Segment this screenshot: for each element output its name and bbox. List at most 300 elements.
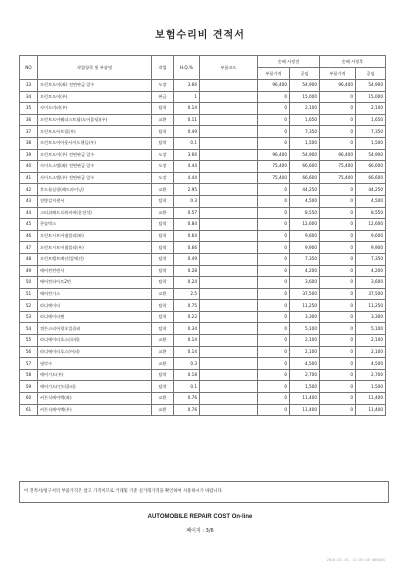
footer-title: AUTOMOBILE REPAIR COST On-line bbox=[147, 514, 253, 520]
row-op: 탈착 bbox=[152, 242, 174, 254]
row-part-code bbox=[200, 219, 258, 231]
row-after-labor: 3,300 bbox=[356, 311, 386, 323]
row-item: 프런트도어(우) 전면판금 앞수 bbox=[38, 149, 152, 161]
row-part-code bbox=[200, 393, 258, 405]
row-op: 교환 bbox=[152, 335, 174, 347]
row-item: 쿼튼스티어링오일쿨러 bbox=[38, 323, 152, 335]
row-part-code bbox=[200, 265, 258, 277]
row-before-labor: 66,600 bbox=[290, 161, 320, 173]
table-row bbox=[20, 300, 386, 312]
row-part-code bbox=[200, 404, 258, 416]
row-item: 프런트시트어셈블리(좌) bbox=[38, 230, 152, 242]
row-after-labor: 7,350 bbox=[356, 253, 386, 265]
row-after-labor: 12,600 bbox=[356, 219, 386, 231]
row-before-labor: 9,900 bbox=[290, 242, 320, 254]
row-after-labor: 1,500 bbox=[356, 137, 386, 149]
row-item: 에어가드(우) bbox=[38, 369, 152, 381]
row-before-part-price: 0 bbox=[258, 219, 290, 231]
row-part-code bbox=[200, 207, 258, 219]
row-no: 49 bbox=[20, 265, 38, 277]
table-row bbox=[20, 369, 386, 381]
row-part-code bbox=[200, 288, 258, 300]
row-op: 탈착 bbox=[152, 381, 174, 393]
row-after-part-price: 0 bbox=[320, 265, 356, 277]
row-after-part-price: 0 bbox=[320, 207, 356, 219]
row-op: 교환 bbox=[152, 114, 174, 126]
row-before-labor: 9,600 bbox=[290, 230, 320, 242]
row-part-code bbox=[200, 161, 258, 173]
table-row bbox=[20, 184, 386, 196]
row-no: 38 bbox=[20, 137, 38, 149]
row-hq: 0.57 bbox=[174, 207, 200, 219]
row-hq: 0.14 bbox=[174, 103, 200, 115]
row-op: 교환 bbox=[152, 207, 174, 219]
table-row bbox=[20, 265, 386, 277]
row-after-labor: 2,100 bbox=[356, 335, 386, 347]
row-item: 라디에이터팬 bbox=[38, 311, 152, 323]
row-before-part-price: 0 bbox=[258, 126, 290, 138]
row-before-part-price: 0 bbox=[258, 358, 290, 370]
row-after-part-price: 0 bbox=[320, 393, 356, 405]
row-after-part-price: 96,400 bbox=[320, 149, 356, 161]
row-after-part-price: 0 bbox=[320, 230, 356, 242]
row-hq: 0.3 bbox=[174, 195, 200, 207]
row-after-part-price: 0 bbox=[320, 184, 356, 196]
row-no: 61 bbox=[20, 404, 38, 416]
row-hq: 0.34 bbox=[174, 323, 200, 335]
row-after-part-price: 0 bbox=[320, 242, 356, 254]
row-hq: 0.28 bbox=[174, 265, 200, 277]
row-op: 교환 bbox=[152, 404, 174, 416]
row-no: 56 bbox=[20, 346, 38, 358]
row-op: 탈착 bbox=[152, 369, 174, 381]
row-after-part-price: 0 bbox=[320, 311, 356, 323]
row-before-labor: 66,600 bbox=[290, 172, 320, 184]
table-row bbox=[20, 195, 386, 207]
row-op: 교환 bbox=[152, 288, 174, 300]
row-item: 프런트도어(우) bbox=[38, 91, 152, 103]
row-op: 탈착 bbox=[152, 277, 174, 289]
row-before-part-price: 0 bbox=[258, 137, 290, 149]
row-no: 36 bbox=[20, 114, 38, 126]
row-before-part-price: 96,400 bbox=[258, 149, 290, 161]
row-after-part-price: 0 bbox=[320, 300, 356, 312]
row-item: 냉각수 bbox=[38, 358, 152, 370]
row-before-part-price: 0 bbox=[258, 393, 290, 405]
row-after-labor: 5,100 bbox=[356, 323, 386, 335]
row-hq: 0.76 bbox=[174, 393, 200, 405]
row-hq: 0.76 bbox=[174, 404, 200, 416]
row-before-labor: 4,500 bbox=[290, 358, 320, 370]
row-op: 탈착 bbox=[152, 137, 174, 149]
header-after-group: 손해 사정후 bbox=[320, 56, 386, 68]
row-hq: 0.75 bbox=[174, 300, 200, 312]
row-before-part-price: 0 bbox=[258, 335, 290, 347]
row-before-labor: 8,550 bbox=[290, 207, 320, 219]
row-after-labor: 4,500 bbox=[356, 195, 386, 207]
row-after-part-price: 75,400 bbox=[320, 172, 356, 184]
row-before-part-price: 0 bbox=[258, 91, 290, 103]
row-before-labor: 1,500 bbox=[290, 381, 320, 393]
row-no: 48 bbox=[20, 253, 38, 265]
row-after-part-price: 0 bbox=[320, 277, 356, 289]
row-op: 탈착 bbox=[152, 126, 174, 138]
row-hq: 4.44 bbox=[174, 161, 200, 173]
row-item: 프런트벨트배선(앞에선) bbox=[38, 253, 152, 265]
price-notice: 이 견적서/청구서의 부품가격은 참고 가격이므로 거래및 기준 실거래가격을 확인하여 사용하시기 바랍니다. bbox=[19, 481, 389, 503]
row-no: 33 bbox=[20, 80, 38, 92]
table-row bbox=[20, 335, 386, 347]
header-work-item: 작업항목 및 부품명 bbox=[38, 56, 152, 80]
header-before-labor: 공임 bbox=[290, 68, 320, 80]
row-item: 사이드스텝(우) 전면판금 앞수 bbox=[38, 172, 152, 184]
row-part-code bbox=[200, 230, 258, 242]
row-hq: 0.18 bbox=[174, 369, 200, 381]
row-part-code bbox=[200, 184, 258, 196]
row-before-part-price: 96,400 bbox=[258, 80, 290, 92]
row-item: 프런트도어트림(우) bbox=[38, 126, 152, 138]
row-before-part-price: 0 bbox=[258, 253, 290, 265]
row-hq: 0.14 bbox=[174, 335, 200, 347]
row-before-labor: 3,600 bbox=[290, 277, 320, 289]
row-item: 프런트도어웨더스트립(도어몰딩)(우) bbox=[38, 114, 152, 126]
row-part-code bbox=[200, 195, 258, 207]
row-item: 에어컨컨덴서 bbox=[38, 265, 152, 277]
row-part-code bbox=[200, 253, 258, 265]
row-item: 라디에이터호스(어퍼) bbox=[38, 346, 152, 358]
row-no: 57 bbox=[20, 358, 38, 370]
row-op: 탈착 bbox=[152, 311, 174, 323]
row-op: 도장 bbox=[152, 149, 174, 161]
row-hq: 0.14 bbox=[174, 346, 200, 358]
row-no: 54 bbox=[20, 323, 38, 335]
row-before-labor: 12,600 bbox=[290, 219, 320, 231]
row-item: 라디에이터호스(로워) bbox=[38, 335, 152, 347]
row-after-labor: 9,900 bbox=[356, 242, 386, 254]
row-part-code bbox=[200, 242, 258, 254]
row-no: 46 bbox=[20, 230, 38, 242]
row-after-part-price: 0 bbox=[320, 137, 356, 149]
row-item: 프런트도어(좌) 전면판금 앞수 bbox=[38, 80, 152, 92]
row-op: 탈착 bbox=[152, 300, 174, 312]
row-no: 45 bbox=[20, 219, 38, 231]
row-before-labor: 1,500 bbox=[290, 137, 320, 149]
row-after-labor: 15,000 bbox=[356, 91, 386, 103]
row-item: 전방감지센서 bbox=[38, 195, 152, 207]
row-after-part-price: 0 bbox=[320, 219, 356, 231]
header-after-labor: 공임 bbox=[356, 68, 386, 80]
row-before-labor: 37,500 bbox=[290, 288, 320, 300]
row-no: 34 bbox=[20, 91, 38, 103]
row-before-labor: 11,400 bbox=[290, 393, 320, 405]
row-after-part-price: 0 bbox=[320, 288, 356, 300]
row-op: 교환 bbox=[152, 358, 174, 370]
row-before-part-price: 0 bbox=[258, 311, 290, 323]
table-row bbox=[20, 207, 386, 219]
row-hq: 2.5 bbox=[174, 288, 200, 300]
row-no: 39 bbox=[20, 149, 38, 161]
row-part-code bbox=[200, 300, 258, 312]
table-row bbox=[20, 277, 386, 289]
row-hq: 4.44 bbox=[174, 172, 200, 184]
row-before-labor: 2,700 bbox=[290, 369, 320, 381]
row-before-labor: 54,900 bbox=[290, 80, 320, 92]
row-after-labor: 44,250 bbox=[356, 184, 386, 196]
table-row bbox=[20, 103, 386, 115]
row-after-part-price: 0 bbox=[320, 195, 356, 207]
row-no: 35 bbox=[20, 103, 38, 115]
row-part-code bbox=[200, 381, 258, 393]
header-before-part-price: 부품가격 bbox=[258, 68, 290, 80]
row-item: 에어컨가스 bbox=[38, 288, 152, 300]
table-row bbox=[20, 91, 386, 103]
row-op: 탈착 bbox=[152, 219, 174, 231]
row-after-part-price: 0 bbox=[320, 346, 356, 358]
row-before-part-price: 0 bbox=[258, 184, 290, 196]
table-row bbox=[20, 114, 386, 126]
row-before-labor: 7,350 bbox=[290, 253, 320, 265]
row-after-part-price: 0 bbox=[320, 103, 356, 115]
row-op: 도장 bbox=[152, 80, 174, 92]
table-row bbox=[20, 393, 386, 405]
table-row bbox=[20, 219, 386, 231]
row-after-part-price: 0 bbox=[320, 91, 356, 103]
row-no: 52 bbox=[20, 300, 38, 312]
table-row bbox=[20, 126, 386, 138]
table-row bbox=[20, 358, 386, 370]
row-after-labor: 11,400 bbox=[356, 393, 386, 405]
row-op: 교환 bbox=[152, 346, 174, 358]
row-after-labor: 66,600 bbox=[356, 161, 386, 173]
row-hq: 0.49 bbox=[174, 126, 200, 138]
row-after-labor: 4,200 bbox=[356, 265, 386, 277]
row-after-labor: 1,650 bbox=[356, 114, 386, 126]
row-part-code bbox=[200, 103, 258, 115]
table-row bbox=[20, 404, 386, 416]
header-no: NO bbox=[20, 56, 38, 80]
table-row bbox=[20, 161, 386, 173]
row-part-code bbox=[200, 172, 258, 184]
row-before-part-price: 0 bbox=[258, 230, 290, 242]
row-hq: 0.66 bbox=[174, 242, 200, 254]
row-hq: 0.24 bbox=[174, 277, 200, 289]
row-before-part-price: 0 bbox=[258, 288, 290, 300]
row-op: 탈착 bbox=[152, 195, 174, 207]
row-item: 에어가드(인터쿨러) bbox=[38, 381, 152, 393]
row-after-labor: 11,250 bbox=[356, 300, 386, 312]
row-op: 도장 bbox=[152, 172, 174, 184]
row-part-code bbox=[200, 80, 258, 92]
row-part-code bbox=[200, 358, 258, 370]
row-part-code bbox=[200, 277, 258, 289]
row-no: 58 bbox=[20, 369, 38, 381]
row-hq: 2.95 bbox=[174, 184, 200, 196]
row-after-part-price: 0 bbox=[320, 404, 356, 416]
row-before-part-price: 0 bbox=[258, 381, 290, 393]
row-after-labor: 7,350 bbox=[356, 126, 386, 138]
row-before-part-price: 0 bbox=[258, 265, 290, 277]
row-op: 탈착 bbox=[152, 323, 174, 335]
row-after-part-price: 0 bbox=[320, 335, 356, 347]
row-item: 콘솔박스 bbox=[38, 219, 152, 231]
table-row bbox=[20, 323, 386, 335]
row-no: 59 bbox=[20, 381, 38, 393]
row-before-part-price: 0 bbox=[258, 369, 290, 381]
row-after-labor: 2,100 bbox=[356, 346, 386, 358]
row-no: 47 bbox=[20, 242, 38, 254]
row-before-labor: 2,100 bbox=[290, 103, 320, 115]
header-hq: H.Q.% bbox=[174, 56, 200, 80]
row-no: 40 bbox=[20, 161, 38, 173]
row-item: 커튼식에어백(좌) bbox=[38, 393, 152, 405]
row-part-code bbox=[200, 91, 258, 103]
row-after-labor: 11,400 bbox=[356, 404, 386, 416]
row-part-code bbox=[200, 137, 258, 149]
print-stamp: 2020-03-15, 11:05:30 0000AS bbox=[326, 558, 385, 562]
row-part-code bbox=[200, 335, 258, 347]
row-op: 도장 bbox=[152, 161, 174, 173]
row-before-labor: 54,900 bbox=[290, 149, 320, 161]
row-hq: 0.1 bbox=[174, 137, 200, 149]
row-before-labor: 2,100 bbox=[290, 335, 320, 347]
row-after-part-price: 0 bbox=[320, 323, 356, 335]
row-after-part-price: 0 bbox=[320, 114, 356, 126]
row-after-labor: 9,600 bbox=[356, 230, 386, 242]
table-row bbox=[20, 346, 386, 358]
table-row bbox=[20, 80, 386, 92]
row-item: 라디에이터 bbox=[38, 300, 152, 312]
row-item: 프런트도어아웃사이드핸들(우) bbox=[38, 137, 152, 149]
row-op: 탈착 bbox=[152, 103, 174, 115]
row-item: 프런트시트어셈블리(우) bbox=[38, 242, 152, 254]
header-before-group: 손해 사정전 bbox=[258, 56, 320, 68]
row-after-labor: 54,900 bbox=[356, 149, 386, 161]
header-work-type: 작업 bbox=[152, 56, 174, 80]
row-before-part-price: 75,400 bbox=[258, 161, 290, 173]
row-item: 후드틀실링(레드라이닝) bbox=[38, 184, 152, 196]
row-item: 크러쉬패드로워커버(운전석) bbox=[38, 207, 152, 219]
row-hq: 1 bbox=[174, 91, 200, 103]
row-after-labor: 4,500 bbox=[356, 358, 386, 370]
row-before-part-price: 0 bbox=[258, 242, 290, 254]
row-hq: 3.66 bbox=[174, 80, 200, 92]
row-hq: 0.11 bbox=[174, 114, 200, 126]
row-after-part-price: 0 bbox=[320, 369, 356, 381]
row-part-code bbox=[200, 311, 258, 323]
row-after-labor: 37,500 bbox=[356, 288, 386, 300]
row-hq: 0.49 bbox=[174, 253, 200, 265]
row-part-code bbox=[200, 126, 258, 138]
row-before-part-price: 0 bbox=[258, 346, 290, 358]
row-no: 43 bbox=[20, 195, 38, 207]
row-before-labor: 11,400 bbox=[290, 404, 320, 416]
row-after-part-price: 75,400 bbox=[320, 161, 356, 173]
table-row bbox=[20, 149, 386, 161]
row-hq: 0.3 bbox=[174, 358, 200, 370]
row-before-part-price: 0 bbox=[258, 300, 290, 312]
row-after-labor: 2,100 bbox=[356, 103, 386, 115]
row-before-part-price: 0 bbox=[258, 207, 290, 219]
row-no: 53 bbox=[20, 311, 38, 323]
row-before-part-price: 0 bbox=[258, 114, 290, 126]
row-no: 55 bbox=[20, 335, 38, 347]
table-row bbox=[20, 253, 386, 265]
row-after-part-price: 0 bbox=[320, 253, 356, 265]
row-after-labor: 8,550 bbox=[356, 207, 386, 219]
row-no: 50 bbox=[20, 277, 38, 289]
row-no: 60 bbox=[20, 393, 38, 405]
row-op: 판금 bbox=[152, 91, 174, 103]
table-row bbox=[20, 172, 386, 184]
row-after-labor: 3,600 bbox=[356, 277, 386, 289]
row-item: 사이드미러(우) bbox=[38, 103, 152, 115]
row-before-labor: 5,100 bbox=[290, 323, 320, 335]
row-hq: 3.66 bbox=[174, 149, 200, 161]
row-before-labor: 4,500 bbox=[290, 195, 320, 207]
row-before-part-price: 0 bbox=[258, 195, 290, 207]
row-after-part-price: 0 bbox=[320, 381, 356, 393]
row-before-part-price: 0 bbox=[258, 103, 290, 115]
row-hq: 0.84 bbox=[174, 219, 200, 231]
row-op: 탈착 bbox=[152, 265, 174, 277]
row-before-labor: 2,100 bbox=[290, 346, 320, 358]
row-part-code bbox=[200, 149, 258, 161]
row-after-part-price: 96,400 bbox=[320, 80, 356, 92]
row-before-part-price: 0 bbox=[258, 323, 290, 335]
row-before-part-price: 0 bbox=[258, 277, 290, 289]
header-after-part-price: 부품가격 bbox=[320, 68, 356, 80]
row-before-labor: 7,350 bbox=[290, 126, 320, 138]
table-row bbox=[20, 381, 386, 393]
row-hq: 0.1 bbox=[174, 381, 200, 393]
row-before-labor: 1,650 bbox=[290, 114, 320, 126]
row-hq: 0.64 bbox=[174, 230, 200, 242]
document-title: 보험수리비 견적서 bbox=[155, 30, 245, 41]
row-part-code bbox=[200, 323, 258, 335]
row-part-code bbox=[200, 114, 258, 126]
row-no: 37 bbox=[20, 126, 38, 138]
row-op: 탈착 bbox=[152, 230, 174, 242]
row-before-labor: 4,200 bbox=[290, 265, 320, 277]
row-part-code bbox=[200, 369, 258, 381]
estimate-rows bbox=[20, 80, 386, 416]
row-before-part-price: 0 bbox=[258, 404, 290, 416]
row-after-labor: 2,700 bbox=[356, 369, 386, 381]
row-part-code bbox=[200, 346, 258, 358]
table-row bbox=[20, 137, 386, 149]
row-after-labor: 66,600 bbox=[356, 172, 386, 184]
row-no: 41 bbox=[20, 172, 38, 184]
row-no: 42 bbox=[20, 184, 38, 196]
row-no: 44 bbox=[20, 207, 38, 219]
row-op: 교환 bbox=[152, 393, 174, 405]
row-before-labor: 3,300 bbox=[290, 311, 320, 323]
row-after-part-price: 0 bbox=[320, 358, 356, 370]
row-before-part-price: 75,400 bbox=[258, 172, 290, 184]
header-part-code: 부품코드 bbox=[200, 56, 258, 80]
row-no: 51 bbox=[20, 288, 38, 300]
page-number: 페이지 : 3/6 bbox=[186, 528, 214, 534]
row-op: 교환 bbox=[152, 184, 174, 196]
row-before-labor: 11,250 bbox=[290, 300, 320, 312]
row-item: 에어컨파이프2번 bbox=[38, 277, 152, 289]
row-after-labor: 1,500 bbox=[356, 381, 386, 393]
row-item: 커튼식에어백(우) bbox=[38, 404, 152, 416]
row-after-labor: 54,900 bbox=[356, 80, 386, 92]
table-row bbox=[20, 242, 386, 254]
table-row bbox=[20, 311, 386, 323]
row-after-part-price: 0 bbox=[320, 126, 356, 138]
